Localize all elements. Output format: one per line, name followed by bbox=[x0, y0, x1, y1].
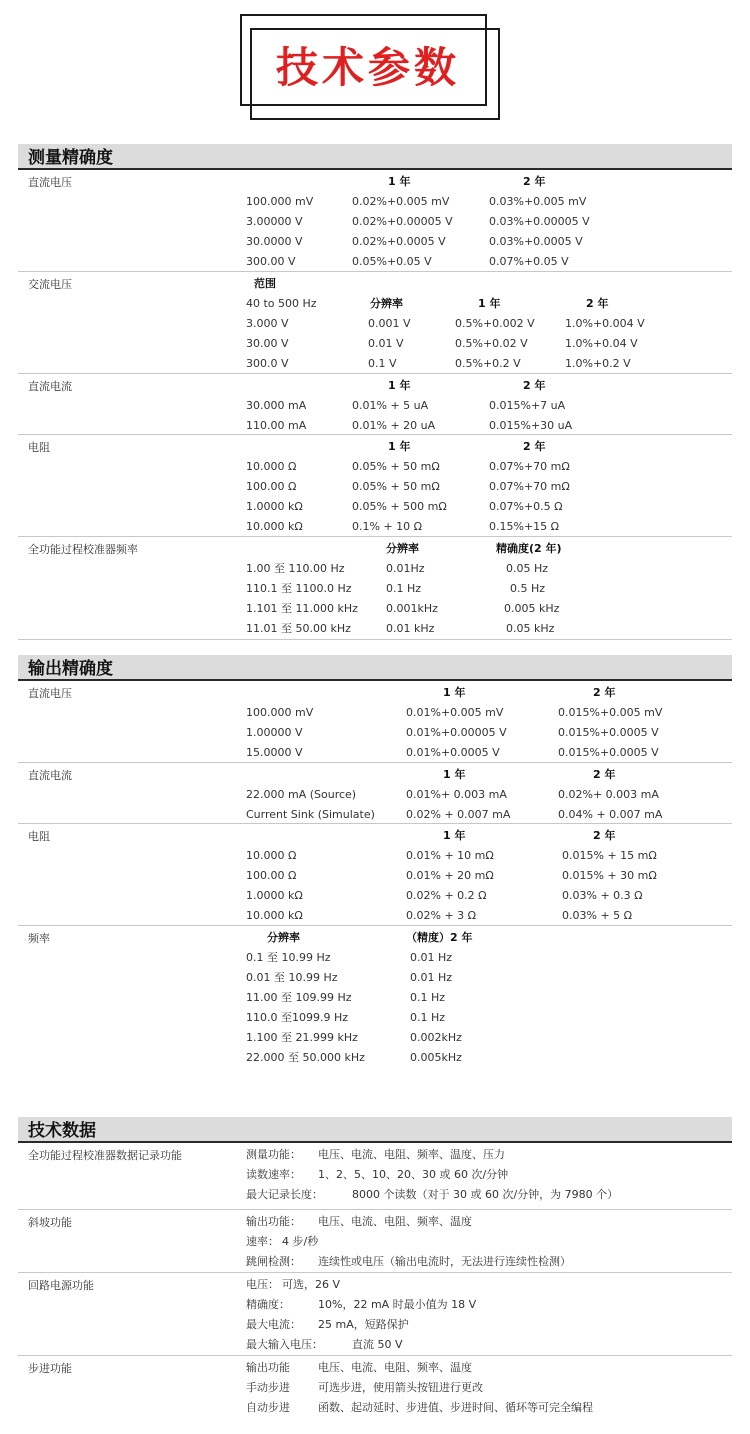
cell: 300.00 V bbox=[246, 255, 296, 268]
cell: 0.05% + 50 mΩ bbox=[352, 480, 440, 493]
table-row bbox=[18, 723, 732, 743]
group-label: 交流电压 bbox=[28, 278, 72, 291]
cell: 30.000 mA bbox=[246, 399, 307, 412]
cell: 0.03%+0.00005 V bbox=[489, 215, 590, 228]
spec-row bbox=[18, 1378, 732, 1398]
cell: 0.002kHz bbox=[410, 1031, 462, 1044]
cell: 10.000 kΩ bbox=[246, 909, 303, 922]
cell: 0.05% + 500 mΩ bbox=[352, 500, 447, 513]
cell: 0.5%+0.2 V bbox=[455, 357, 521, 370]
col-header: （精度）2 年 bbox=[406, 931, 473, 944]
col-header: 1 年 bbox=[388, 175, 411, 188]
col-header: 1 年 bbox=[443, 768, 466, 781]
spec-value: 1、2、5、10、20、30 或 60 次/分钟 bbox=[318, 1168, 509, 1181]
cell: 0.02%+ 0.003 mA bbox=[558, 788, 659, 801]
group-label: 电阻 bbox=[28, 830, 50, 843]
table-row bbox=[18, 559, 732, 579]
table-row bbox=[18, 619, 732, 639]
col-header: 1 年 bbox=[388, 440, 411, 453]
cell: 0.01 至 10.99 Hz bbox=[246, 971, 338, 984]
cell: 0.1 至 10.99 Hz bbox=[246, 951, 331, 964]
col-header: 2 年 bbox=[593, 768, 616, 781]
cell: 0.01% + 20 uA bbox=[352, 419, 436, 432]
cell: 0.05% + 50 mΩ bbox=[352, 460, 440, 473]
cell: 0.015%+0.0005 V bbox=[558, 746, 659, 759]
cell: 0.04% + 0.007 mA bbox=[558, 808, 663, 821]
header-row bbox=[18, 681, 732, 703]
group-label: 直流电压 bbox=[28, 176, 72, 189]
cell: 1.0%+0.004 V bbox=[565, 317, 645, 330]
cell: 0.001 V bbox=[368, 317, 411, 330]
cell: 100.00 Ω bbox=[246, 480, 297, 493]
tech-ramp-group bbox=[18, 1210, 732, 1273]
spec-value: 10%，22 mA 时最小值为 18 V bbox=[318, 1298, 477, 1311]
tech-loop-group bbox=[18, 1273, 732, 1356]
spec-key: 最大记录长度： bbox=[246, 1188, 323, 1201]
cell: 30.0000 V bbox=[246, 235, 303, 248]
spec-value: 直流 50 V bbox=[352, 1338, 403, 1351]
cell: 0.015% + 30 mΩ bbox=[562, 869, 657, 882]
col-header: 2 年 bbox=[593, 829, 616, 842]
cell: 0.01% + 10 mΩ bbox=[406, 849, 494, 862]
group-label: 斜坡功能 bbox=[28, 1216, 72, 1229]
col-header: 2 年 bbox=[586, 297, 609, 310]
table-row bbox=[18, 743, 732, 763]
cell: 30.00 V bbox=[246, 337, 289, 350]
table-row bbox=[18, 334, 732, 354]
col-header: 分辨率 bbox=[386, 542, 419, 555]
spec-value: 函数、起动延时、步进值、步进时间、循环等可完全编程 bbox=[318, 1401, 593, 1414]
group-label: 全功能过程校准器数据记录功能 bbox=[28, 1149, 182, 1162]
cell: 0.01 V bbox=[368, 337, 404, 350]
cell: 0.07%+0.05 V bbox=[489, 255, 569, 268]
cell: 0.03%+0.005 mV bbox=[489, 195, 587, 208]
cell: 0.01Hz bbox=[386, 562, 425, 575]
cell: 0.03%+0.0005 V bbox=[489, 235, 583, 248]
output-res-group bbox=[18, 824, 732, 926]
spec-key: 电压： bbox=[246, 1278, 279, 1291]
cell: 10.000 Ω bbox=[246, 849, 297, 862]
cell: 0.02% + 3 Ω bbox=[406, 909, 477, 922]
cell: 0.07%+70 mΩ bbox=[489, 460, 570, 473]
table-row bbox=[18, 252, 732, 272]
spec-key: 精确度： bbox=[246, 1298, 290, 1311]
spec-value: 可选，26 V bbox=[282, 1278, 341, 1291]
cell: 1.101 至 11.000 kHz bbox=[246, 602, 358, 615]
group-label: 电阻 bbox=[28, 441, 50, 454]
cell: 0.07%+0.5 Ω bbox=[489, 500, 563, 513]
col-header: 精确度(2 年) bbox=[496, 542, 562, 555]
cell: 3.000 V bbox=[246, 317, 289, 330]
spec-value: 电压、电流、电阻、频率、温度 bbox=[318, 1361, 472, 1374]
spec-value: 可选步进，使用箭头按钮进行更改 bbox=[318, 1381, 483, 1394]
cell: 0.01%+ 0.003 mA bbox=[406, 788, 507, 801]
cell: 0.005kHz bbox=[410, 1051, 462, 1064]
cell: 300.0 V bbox=[246, 357, 289, 370]
cell: 22.000 mA (Source) bbox=[246, 788, 357, 801]
cell: 0.02%+0.0005 V bbox=[352, 235, 446, 248]
col-header: 分辨率 bbox=[370, 297, 403, 310]
cell: 1.0%+0.04 V bbox=[565, 337, 638, 350]
cell: 11.01 至 50.00 kHz bbox=[246, 622, 351, 635]
table-row bbox=[18, 886, 732, 906]
header-row bbox=[18, 435, 732, 457]
table-row bbox=[18, 785, 732, 805]
spec-row bbox=[18, 1398, 732, 1418]
cell: 0.01 Hz bbox=[410, 951, 453, 964]
header-row bbox=[18, 926, 732, 948]
table-row bbox=[18, 948, 732, 968]
spec-key: 速率： bbox=[246, 1235, 279, 1248]
tech-step-group bbox=[18, 1356, 732, 1422]
table-row bbox=[18, 988, 732, 1008]
table-row bbox=[18, 497, 732, 517]
cell: 0.01%+0.0005 V bbox=[406, 746, 500, 759]
cell: 0.02%+0.00005 V bbox=[352, 215, 453, 228]
cell: 0.5%+0.002 V bbox=[455, 317, 535, 330]
table-row bbox=[18, 477, 732, 497]
col-header: 1 年 bbox=[443, 829, 466, 842]
group-label: 频率 bbox=[28, 932, 50, 945]
cell: 110.0 至1099.9 Hz bbox=[246, 1011, 349, 1024]
col-header: 1 年 bbox=[388, 379, 411, 392]
measure-freq-group bbox=[18, 537, 732, 640]
cell: 0.1 Hz bbox=[410, 991, 446, 1004]
cell: 1.00000 V bbox=[246, 726, 303, 739]
cell: 0.5%+0.02 V bbox=[455, 337, 528, 350]
spec-row bbox=[18, 1232, 732, 1252]
table-row bbox=[18, 517, 732, 537]
group-label: 直流电流 bbox=[28, 769, 72, 782]
cell: 22.000 至 50.000 kHz bbox=[246, 1051, 365, 1064]
spec-row bbox=[18, 1275, 732, 1295]
cell: 1.0%+0.2 V bbox=[565, 357, 631, 370]
spec-row bbox=[18, 1145, 732, 1165]
spec-row bbox=[18, 1335, 732, 1355]
spec-row bbox=[18, 1165, 732, 1185]
cell: 1.0000 kΩ bbox=[246, 500, 303, 513]
output-dci-group bbox=[18, 763, 732, 824]
cell: 0.15%+15 Ω bbox=[489, 520, 560, 533]
header-row bbox=[18, 374, 732, 396]
group-label: 全功能过程校准器频率 bbox=[28, 543, 138, 556]
col-header: 2 年 bbox=[523, 379, 546, 392]
output-section bbox=[18, 655, 732, 1096]
page-title: 技术参数 bbox=[275, 43, 460, 92]
col-header: 2 年 bbox=[523, 440, 546, 453]
col-header: 2 年 bbox=[523, 175, 546, 188]
table-row bbox=[18, 579, 732, 599]
cell: 0.01 kHz bbox=[386, 622, 435, 635]
cell: 0.02%+0.005 mV bbox=[352, 195, 450, 208]
cell: 0.015% + 15 mΩ bbox=[562, 849, 657, 862]
cell: 0.01% + 5 uA bbox=[352, 399, 429, 412]
spec-row bbox=[18, 1212, 732, 1232]
table-row bbox=[18, 846, 732, 866]
col-header: 分辨率 bbox=[267, 931, 300, 944]
cell: 0.015%+7 uA bbox=[489, 399, 566, 412]
header-row bbox=[18, 272, 732, 294]
cell: 110.1 至 1100.0 Hz bbox=[246, 582, 352, 595]
table-row bbox=[18, 599, 732, 619]
cell: 1.100 至 21.999 kHz bbox=[246, 1031, 358, 1044]
group-label: 直流电流 bbox=[28, 380, 72, 393]
cell: Current Sink (Simulate) bbox=[246, 808, 375, 821]
spec-value: 连续性或电压（输出电流时，无法进行连续性检测） bbox=[318, 1255, 571, 1268]
table-row bbox=[18, 1048, 732, 1068]
spec-value: 8000 个读数（对于 30 或 60 次/分钟，为 7980 个） bbox=[352, 1188, 619, 1201]
measure-res-group bbox=[18, 435, 732, 537]
measure-dcv-group bbox=[18, 170, 732, 272]
cell: 0.07%+70 mΩ bbox=[489, 480, 570, 493]
spec-key: 跳闸检测： bbox=[246, 1255, 301, 1268]
spec-value: 电压、电流、电阻、频率、温度 bbox=[318, 1215, 472, 1228]
cell: 100.000 mV bbox=[246, 195, 314, 208]
measure-dci-group bbox=[18, 374, 732, 435]
tech-heading: 技术数据 bbox=[18, 1117, 732, 1143]
spec-key: 手动步进 bbox=[246, 1381, 290, 1394]
cell: 0.03% + 5 Ω bbox=[562, 909, 633, 922]
header-row bbox=[18, 170, 732, 192]
table-row bbox=[18, 1008, 732, 1028]
group-label: 直流电压 bbox=[28, 687, 72, 700]
cell: 100.00 Ω bbox=[246, 869, 297, 882]
cell: 1.00 至 110.00 Hz bbox=[246, 562, 345, 575]
table-row bbox=[18, 212, 732, 232]
table-row bbox=[18, 314, 732, 334]
header-row bbox=[18, 824, 732, 846]
spec-key: 输出功能 bbox=[246, 1361, 290, 1374]
spec-row bbox=[18, 1358, 732, 1378]
output-dcv-group bbox=[18, 681, 732, 763]
col-header: 2 年 bbox=[593, 686, 616, 699]
group-label: 步进功能 bbox=[28, 1362, 72, 1375]
table-row bbox=[18, 354, 732, 374]
cell: 0.1 Hz bbox=[410, 1011, 446, 1024]
col-header: 范围 bbox=[254, 277, 276, 290]
col-header: 1 年 bbox=[478, 297, 501, 310]
spec-key: 输出功能： bbox=[246, 1215, 301, 1228]
col-header: 1 年 bbox=[443, 686, 466, 699]
spec-value: 电压、电流、电阻、频率、温度、压力 bbox=[318, 1148, 505, 1161]
cell: 0.02% + 0.2 Ω bbox=[406, 889, 487, 902]
output-freq-group bbox=[18, 926, 732, 1096]
cell: 0.001kHz bbox=[386, 602, 438, 615]
header-row bbox=[18, 294, 732, 314]
cell: 100.000 mV bbox=[246, 706, 314, 719]
cell: 0.01% + 20 mΩ bbox=[406, 869, 494, 882]
cell: 0.015%+0.0005 V bbox=[558, 726, 659, 739]
spec-key: 最大输入电压： bbox=[246, 1338, 323, 1351]
cell: 0.01%+0.00005 V bbox=[406, 726, 507, 739]
table-row bbox=[18, 457, 732, 477]
spec-key: 测量功能： bbox=[246, 1148, 301, 1161]
table-row bbox=[18, 805, 732, 825]
table-row bbox=[18, 192, 732, 212]
cell: 0.03% + 0.3 Ω bbox=[562, 889, 643, 902]
cell: 0.01%+0.005 mV bbox=[406, 706, 504, 719]
cell: 15.0000 V bbox=[246, 746, 303, 759]
cell: 10.000 kΩ bbox=[246, 520, 303, 533]
cell: 0.1 Hz bbox=[386, 582, 422, 595]
measure-heading: 测量精确度 bbox=[18, 144, 732, 170]
cell: 110.00 mA bbox=[246, 419, 307, 432]
table-row bbox=[18, 866, 732, 886]
spec-row bbox=[18, 1185, 732, 1205]
cell: 0.1% + 10 Ω bbox=[352, 520, 423, 533]
spec-row bbox=[18, 1252, 732, 1272]
table-row bbox=[18, 1028, 732, 1048]
cell: 0.005 kHz bbox=[504, 602, 560, 615]
spec-row bbox=[18, 1315, 732, 1335]
table-row bbox=[18, 396, 732, 416]
cell: 11.00 至 109.99 Hz bbox=[246, 991, 352, 1004]
cell: 0.05 Hz bbox=[506, 562, 549, 575]
output-heading: 输出精确度 bbox=[18, 655, 732, 681]
table-row bbox=[18, 232, 732, 252]
spec-value: 4 步/秒 bbox=[282, 1235, 319, 1248]
cell: 1.0000 kΩ bbox=[246, 889, 303, 902]
cell: 0.015%+30 uA bbox=[489, 419, 573, 432]
group-label: 回路电源功能 bbox=[28, 1279, 94, 1292]
cell: 3.00000 V bbox=[246, 215, 303, 228]
cell: 0.015%+0.005 mV bbox=[558, 706, 663, 719]
spec-key: 自动步进 bbox=[246, 1401, 290, 1414]
spec-row bbox=[18, 1295, 732, 1315]
header-row bbox=[18, 763, 732, 785]
cell: 10.000 Ω bbox=[246, 460, 297, 473]
cell: 0.05%+0.05 V bbox=[352, 255, 432, 268]
spec-key: 读数速率： bbox=[246, 1168, 301, 1181]
table-row bbox=[18, 906, 732, 926]
tech-section bbox=[18, 1117, 732, 1422]
cell: 0.02% + 0.007 mA bbox=[406, 808, 511, 821]
table-row bbox=[18, 703, 732, 723]
measure-acv-group bbox=[18, 272, 732, 374]
table-row bbox=[18, 968, 732, 988]
cell: 0.1 V bbox=[368, 357, 397, 370]
cell: 0.01 Hz bbox=[410, 971, 453, 984]
measure-section bbox=[18, 144, 732, 640]
spec-key: 最大电流： bbox=[246, 1318, 301, 1331]
cell: 40 to 500 Hz bbox=[246, 297, 317, 310]
cell: 0.05 kHz bbox=[506, 622, 555, 635]
cell: 0.5 Hz bbox=[510, 582, 546, 595]
header-row bbox=[18, 537, 732, 559]
spec-value: 25 mA，短路保护 bbox=[318, 1318, 409, 1331]
tech-logging-group bbox=[18, 1143, 732, 1210]
table-row bbox=[18, 416, 732, 436]
